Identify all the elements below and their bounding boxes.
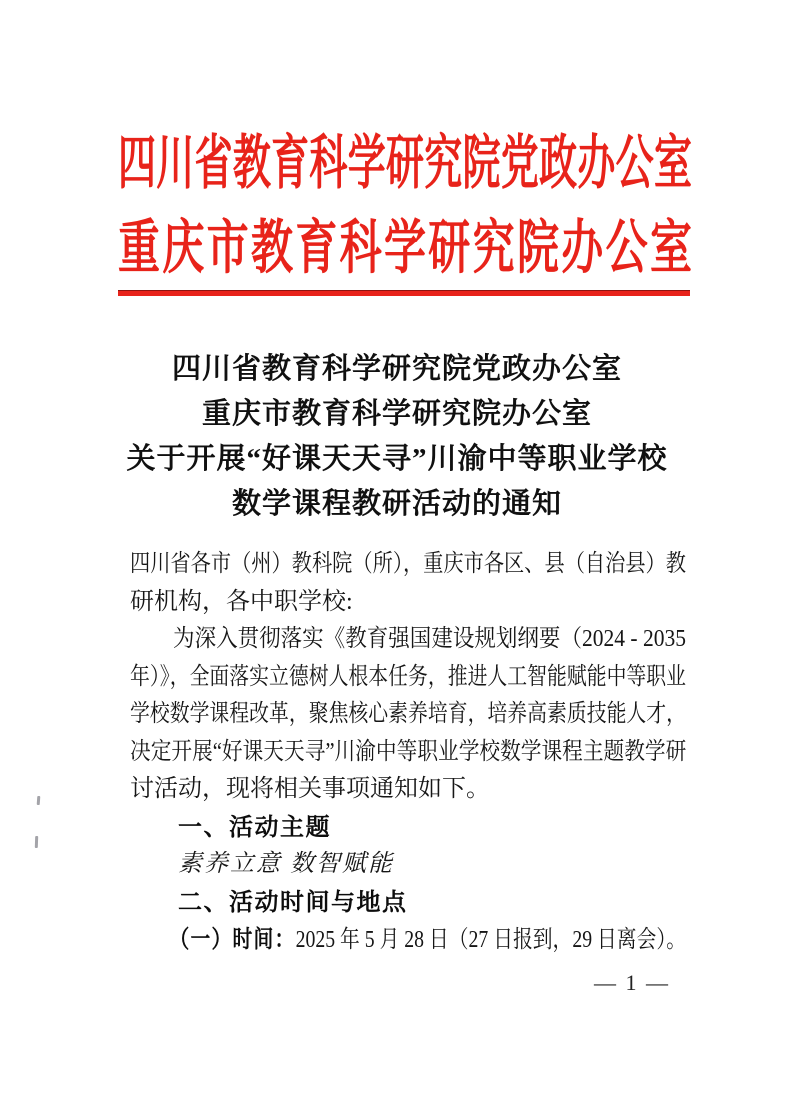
title-line: 重庆市教育科学研究院办公室 [201, 398, 592, 430]
letterhead-char: 究 [424, 131, 463, 197]
letterhead-char: 科 [339, 217, 382, 282]
letterhead-char: 学 [347, 131, 386, 197]
letterhead-char: 究 [472, 217, 515, 282]
title-line: 关于开展“好课天天寻”川渝中等职业学校 [126, 443, 668, 475]
letterhead-char: 研 [385, 131, 424, 197]
letterhead-char: 室 [653, 131, 692, 197]
body-line: 为深入贯彻落实《教育强国建设规划纲要（2024 - 2035 [173, 626, 686, 652]
letterhead-char: 省 [194, 131, 233, 197]
body-line [130, 921, 686, 959]
letterhead-char: 室 [649, 217, 692, 282]
letterhead-char: 公 [615, 131, 654, 197]
letterhead-char: 办 [577, 131, 616, 197]
letterhead-char: 川 [156, 131, 195, 197]
body-text [130, 546, 686, 959]
stray-scan-mark [37, 796, 41, 805]
body-line: 二、活动时间与地点 [178, 888, 408, 916]
letterhead-char: 办 [561, 217, 604, 282]
letterhead-divider-rule [118, 290, 690, 296]
body-line-text: 2025 年 5 月 28 日（27 日报到，29 日离会）。 [295, 927, 686, 953]
letterhead-char: 党 [500, 131, 539, 197]
letterhead-char: 研 [428, 217, 471, 282]
letterhead-char: 庆 [162, 217, 205, 282]
title-block [0, 347, 794, 527]
letterhead-char: 院 [462, 131, 501, 197]
letterhead-char: 育 [295, 217, 338, 282]
letterhead-char: 四 [118, 131, 157, 197]
title-line: 数学课程教研活动的通知 [231, 488, 562, 520]
body-line: 年）》，全面落实立德树人根本任务，推进人工智能赋能中等职业 [130, 663, 686, 690]
body-line: 决定开展“好课天天寻”川渝中等职业学校数学课程主题教学研 [130, 738, 687, 765]
letterhead-line-1 [118, 130, 692, 197]
letterhead-char: 教 [232, 131, 271, 197]
letterhead-char: 学 [383, 217, 426, 282]
body-line: 素养立意 数智赋能 [178, 851, 394, 877]
letterhead-char: 市 [206, 217, 249, 282]
letterhead-line-2 [118, 216, 692, 282]
body-line: 讨活动，现将相关事项通知如下。 [130, 776, 490, 802]
body-line: 一、活动主题 [178, 813, 331, 841]
title-line: 四川省教育科学研究院党政办公室 [171, 353, 622, 385]
letterhead-char: 政 [539, 131, 578, 197]
stray-scan-mark [35, 836, 38, 848]
letterhead-char: 科 [309, 131, 348, 197]
letterhead-char: 重 [118, 217, 161, 282]
letterhead-char: 教 [250, 217, 293, 282]
body-line: 研机构，各中职学校: [130, 588, 353, 615]
letterhead-char: 院 [516, 217, 559, 282]
body-line: 学校数学课程改革，聚焦核心素养培育，培养高素质技能人才， [130, 701, 686, 727]
body-line: 四川省各市（州）教科院（所），重庆市各区、县（自治县）教 [130, 551, 686, 577]
page-number: — 1 — [594, 970, 670, 995]
body-line-label: （一）时间： [169, 926, 296, 953]
letterhead-char: 育 [271, 131, 310, 197]
letterhead-char: 公 [605, 217, 648, 282]
